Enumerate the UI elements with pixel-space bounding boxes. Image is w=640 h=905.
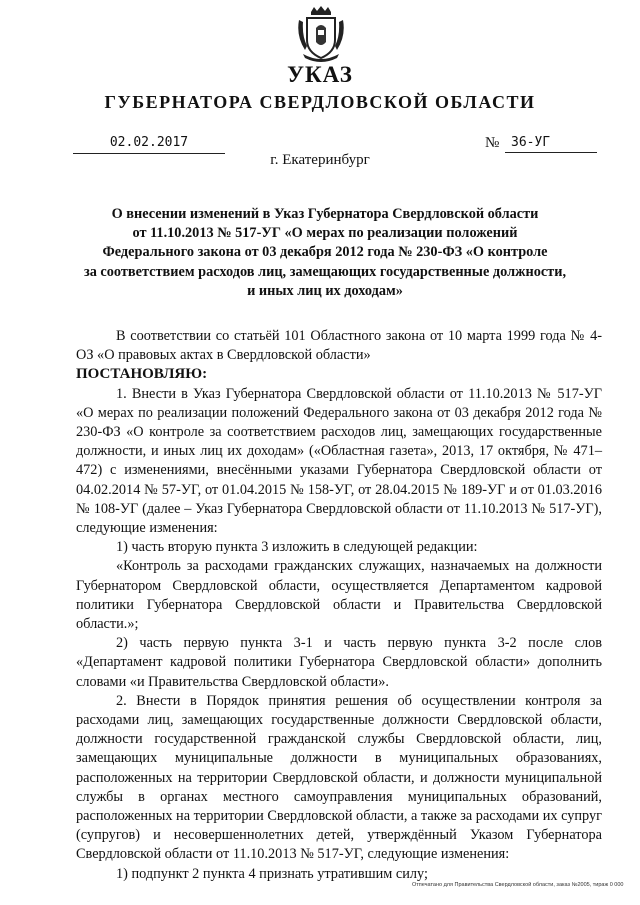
paragraph-1-item-2: 2) часть первую пункта 3-1 и часть первую пункта 3-2 после слов «Департамент кадровой политики Губернатора Свердловской области» дополнить словами «и Правительства Свердловской области». <box>76 635 602 690</box>
decree-word: ПОСТАНОВЛЯЮ: <box>76 366 208 383</box>
decree-title: УКАЗ <box>287 62 353 87</box>
paragraph-2: 2. Внести в Порядок принятия решения об осуществлении контроля за расходами лиц, замещающих государственные должности Свердловской области, должности государственной гражданской службы Свердловской области, лиц, замещающих муниципальные должности в муниципальных образованиях, расположенных на территории Свердловской области, и должности муниципальной службы в органах местного самоуправления муниципальных образований, расположенных на территории Свердловской области, а также за расходами их супруг (супругов) и несовершеннолетних детей, утверждённый Указом Губернатора Свердловской области от 11.10.2013 № 517-УГ, следующие изменения: <box>76 692 602 863</box>
decree-number: 36-УГ <box>505 133 597 153</box>
heading-line: от 11.10.2013 № 517-УГ «О мерах по реализации положений <box>132 225 518 242</box>
heading-line: за соответствием расходов лиц, замещающих государственные должности, <box>83 263 567 280</box>
decree-issuer: ГУБЕРНАТОРА СВЕРДЛОВСКОЙ ОБЛАСТИ <box>104 92 536 112</box>
city-name: г. Екатеринбург <box>270 152 370 168</box>
heading-line: О внесении изменений в Указ Губернатора Свердловской области <box>111 206 539 222</box>
decree-date: 02.02.2017 <box>73 133 225 154</box>
print-footer: Отпечатано для Правительства Свердловской области, заказ №2005, тираж 0 000 <box>412 882 624 888</box>
heading-line: Федерального закона от 03 декабря 2012 года № 230-ФЗ «О контроле <box>102 244 548 261</box>
number-sign: № <box>485 135 500 151</box>
paragraph-1-quote: «Контроль за расходами гражданских служащих, назначаемых на должности Губернатором Свердловской области, осуществляется Департаментом кадровой политики Губернатора Свердловской области и Правительства Свердловской области.»; <box>76 558 602 633</box>
decree-heading <box>70 205 580 301</box>
coat-of-arms-emblem <box>297 6 345 62</box>
paragraph-1-item-1: 1) часть вторую пункта 3 изложить в следующей редакции: <box>116 539 478 556</box>
preamble-paragraph: В соответствии со статьёй 101 Областного закона от 10 марта 1999 года № 4-ОЗ «О правовых актах в Свердловской области» <box>76 328 602 364</box>
decree-body <box>76 327 602 884</box>
paragraph-2-item-1: 1) подпункт 2 пункта 4 признать утратившим силу; <box>116 865 428 882</box>
heading-line: и иных лиц их доходам» <box>247 282 403 299</box>
paragraph-1: 1. Внести в Указ Губернатора Свердловской области от 11.10.2013 № 517-УГ «О мерах по реализации положений Федерального закона от 03 декабря 2012 года № 230-ФЗ «О контроле за соответствием расходов лиц, замещающих государственные должности, и иных лиц их доходам» («Областная газета», 2013, 17 октября, № 471–472) с изменениями, внесёнными указами Губернатора Свердловской области от 04.02.2014 № 57-УГ, от 01.04.2015 № 158-УГ, от 28.04.2015 № 189-УГ и от 01.03.2016 № 108-УГ (далее – Указ Губернатора Свердловской области от 11.10.2013 № 517-УГ), следующие изменения: <box>76 385 602 537</box>
